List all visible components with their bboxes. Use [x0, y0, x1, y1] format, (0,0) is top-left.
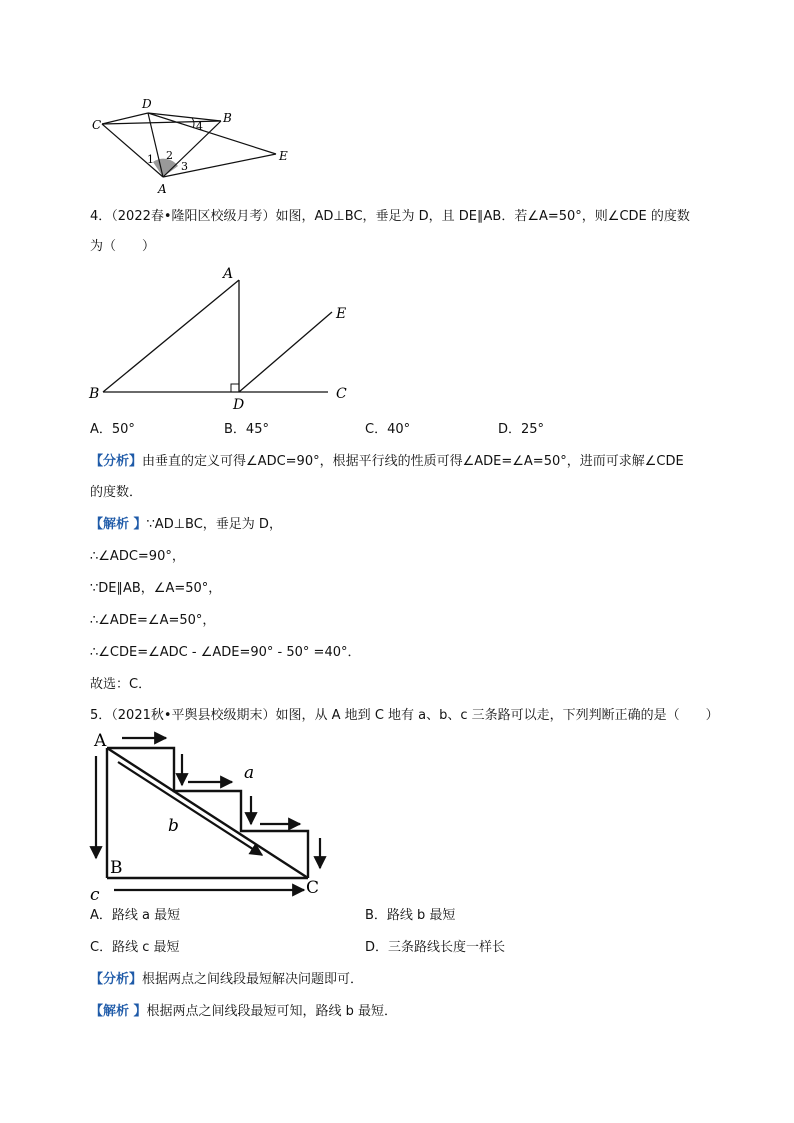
- q4-solution-line: ∵DE∥AB，∠A=50°，: [90, 581, 222, 596]
- solution-text: 根据两点之间线段最短可知，路线 b 最短．: [146, 1004, 398, 1019]
- label-angle-4: 4: [196, 120, 203, 133]
- label-c: C: [92, 118, 102, 132]
- label-route-a: a: [244, 763, 255, 783]
- q5-option-c[interactable]: C．路线 c 最短: [90, 940, 180, 955]
- q4-analysis: [90, 453, 684, 471]
- solution-tag: 【解析 】: [90, 517, 147, 532]
- label-d: D: [233, 397, 245, 412]
- segment-de: [148, 113, 276, 154]
- q4-figure: [86, 262, 366, 412]
- segment-cb: [102, 121, 221, 124]
- q4-solution-line: ∴∠ADC=90°，: [90, 549, 185, 564]
- label-b-point: B: [110, 858, 123, 878]
- segment-de: [239, 312, 332, 392]
- analysis-text: 根据两点之间线段最短解决问题即可．: [142, 972, 364, 987]
- segment-cd: [102, 113, 148, 124]
- q4-solution-line: ∴∠CDE=∠ADC - ∠ADE=90° - 50° =40°．: [90, 645, 361, 660]
- q4-stem-line1: 4．（2022春•隆阳区校级月考）如图，AD⊥BC，垂足为 D，且 DE∥AB．若∠A=50°，则∠CDE 的度数: [90, 209, 690, 224]
- q5-stem: 5．（2021秋•平舆县校级期末）如图，从 A 地到 C 地有 a、b、c 三条路可以走，下列判断正确的是（ ）: [90, 708, 719, 723]
- analysis-tag: 【分析】: [90, 454, 143, 469]
- label-route-c: c: [90, 885, 100, 904]
- q4-solution: [90, 516, 282, 534]
- q4-solution-line: ∴∠ADE=∠A=50°，: [90, 613, 216, 628]
- q5-option-a[interactable]: A．路线 a 最短: [90, 908, 181, 923]
- diagonal-ac: [107, 748, 308, 878]
- label-a-point: A: [94, 731, 107, 751]
- analysis-text: 由垂直的定义可得∠ADC=90°，根据平行线的性质可得∠ADE=∠A=50°，进而可求解∠CDE: [142, 454, 684, 469]
- q5-option-b[interactable]: B．路线 b 最短: [365, 908, 456, 923]
- q4-analysis-cont: 的度数．: [90, 485, 143, 500]
- label-d: D: [142, 97, 152, 111]
- q4-answer: 故选：C．: [90, 677, 152, 692]
- q4-option-a[interactable]: A．50°: [90, 422, 135, 437]
- angle-figure-1: [80, 92, 310, 202]
- label-c-point: C: [306, 878, 320, 898]
- q4-stem-line2: 为（ ）: [90, 239, 156, 254]
- label-b: B: [89, 386, 100, 402]
- label-e: E: [279, 149, 288, 163]
- q5-solution: [90, 1003, 397, 1021]
- segment-ae: [163, 154, 276, 177]
- solution-line: ∵AD⊥BC，垂足为 D，: [146, 517, 282, 532]
- solution-tag: 【解析 】: [90, 1004, 147, 1019]
- label-angle-3: 3: [181, 160, 188, 173]
- label-c: C: [336, 386, 347, 402]
- segment-ba: [103, 280, 239, 392]
- angle-4-arc: [192, 118, 194, 128]
- label-route-b: b: [168, 816, 179, 836]
- analysis-tag: 【分析】: [90, 972, 143, 987]
- q4-option-c[interactable]: C．40°: [365, 422, 411, 437]
- label-a: A: [158, 182, 167, 196]
- right-angle-mark: [231, 384, 239, 392]
- segment-ca: [102, 124, 163, 177]
- q5-route-figure: [86, 728, 346, 904]
- q4-option-d[interactable]: D．25°: [498, 422, 545, 437]
- label-angle-1: 1: [147, 153, 154, 166]
- label-e: E: [336, 306, 347, 322]
- label-angle-2: 2: [166, 149, 173, 162]
- q5-option-d[interactable]: D．三条路线长度一样长: [365, 940, 506, 955]
- q4-option-b[interactable]: B．45°: [224, 422, 269, 437]
- q5-analysis: [90, 971, 363, 989]
- label-a: A: [223, 266, 234, 282]
- label-b: B: [223, 111, 232, 125]
